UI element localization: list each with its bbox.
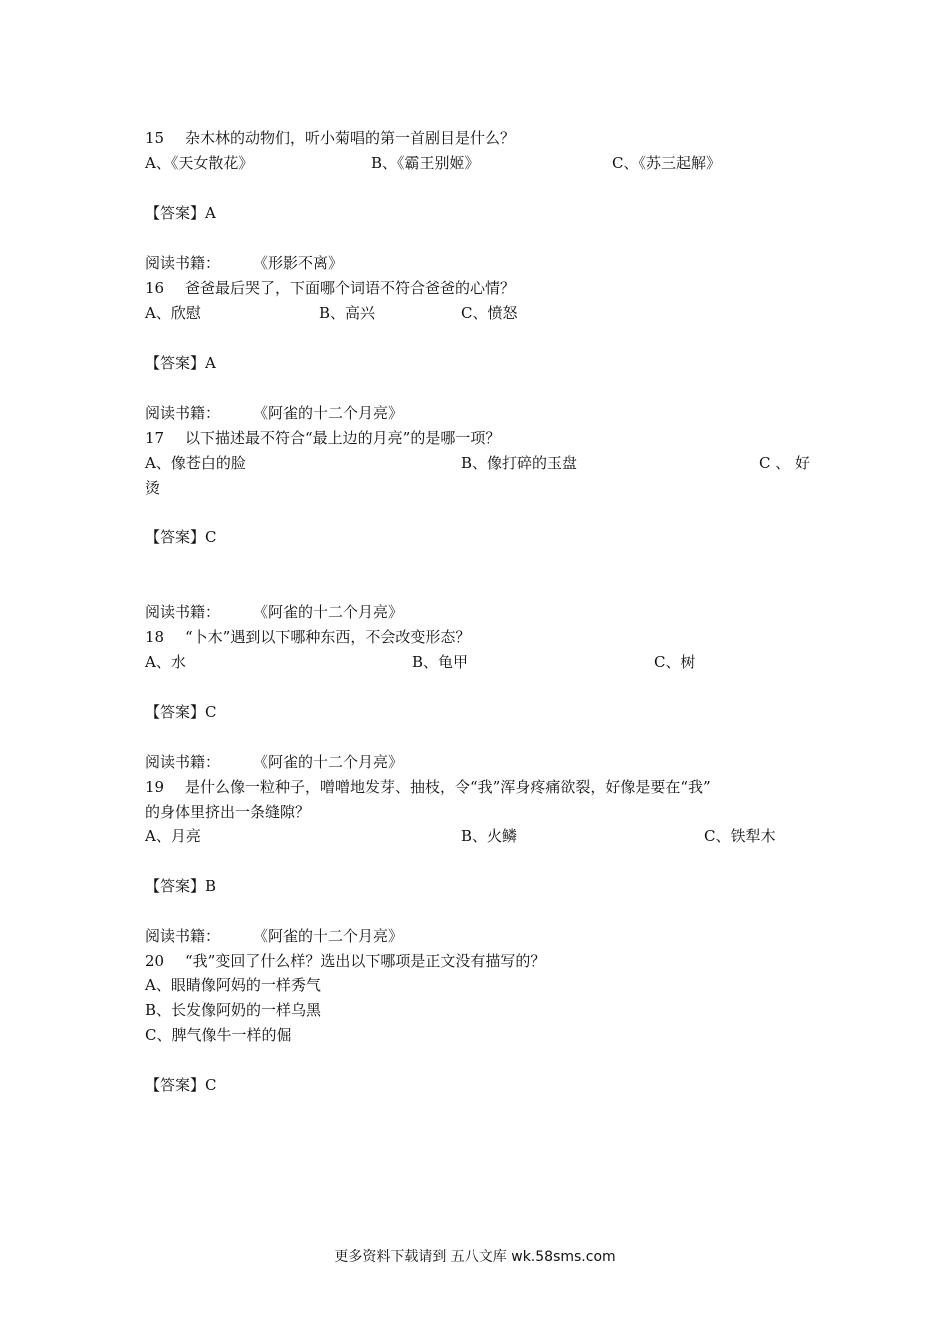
option-c: C、《苏三起解》 <box>612 154 721 172</box>
book-label: 阅读书籍： <box>145 404 221 422</box>
book-line <box>145 253 343 273</box>
option-c: C、铁犁木 <box>704 827 776 845</box>
question-number: 19 <box>145 778 165 796</box>
option-c: C、树 <box>654 653 696 671</box>
question-18 <box>145 627 470 647</box>
option-c: C、脾气像牛一样的倔 <box>145 1026 292 1044</box>
question-17 <box>145 428 500 448</box>
option-a: A、水 <box>145 653 186 671</box>
option-b: B、长发像阿奶的一样乌黑 <box>145 1001 322 1019</box>
option-b: B、火鳞 <box>461 827 518 845</box>
option-a: A、《天女散花》 <box>145 154 254 172</box>
book-line <box>145 403 403 423</box>
answer: 【答案】B <box>145 877 217 895</box>
answer: 【答案】C <box>145 528 217 546</box>
book-title: 《阿雀的十二个月亮》 <box>253 927 404 945</box>
question-15 <box>145 128 515 148</box>
question-text: “我”变回了什么样？选出以下哪项是正文没有描写的？ <box>185 952 546 970</box>
question-number: 15 <box>145 129 165 147</box>
book-label: 阅读书籍： <box>145 753 221 771</box>
book-title: 《阿雀的十二个月亮》 <box>253 404 404 422</box>
book-line <box>145 926 403 946</box>
option-b: B、高兴 <box>319 304 376 322</box>
book-title: 《阿雀的十二个月亮》 <box>253 603 404 621</box>
answer: 【答案】C <box>145 703 217 721</box>
question-text: 爸爸最后哭了，下面哪个词语不符合爸爸的心情？ <box>185 279 516 297</box>
question-number: 18 <box>145 628 165 646</box>
question-16 <box>145 278 515 298</box>
book-label: 阅读书籍： <box>145 927 221 945</box>
question-text-wrap: 的身体里挤出一条缝隙？ <box>145 803 311 821</box>
question-number: 20 <box>145 952 165 970</box>
book-label: 阅读书籍： <box>145 603 221 621</box>
book-title: 《阿雀的十二个月亮》 <box>253 753 404 771</box>
option-b: B、像打碎的玉盘 <box>461 454 578 472</box>
question-text: 是什么像一粒种子，噌噌地发芽、抽枝，令“我”浑身疼痛欲裂，好像是要在“我” <box>185 778 711 796</box>
option-a: A、月亮 <box>145 827 201 845</box>
footer-link-text: 更多资料下载请到 五八文库 wk.58sms.com <box>334 1249 616 1265</box>
question-number: 17 <box>145 429 165 447</box>
option-b: B、龟甲 <box>412 653 469 671</box>
book-line <box>145 602 403 622</box>
option-a: A、欣慰 <box>145 304 201 322</box>
book-line <box>145 752 403 772</box>
answer: 【答案】A <box>145 354 216 372</box>
question-19 <box>145 777 711 797</box>
book-label: 阅读书籍： <box>145 254 221 272</box>
book-title: 《形影不离》 <box>253 254 344 272</box>
option-a: A、像苍白的脸 <box>145 454 246 472</box>
option-c: C、愤怒 <box>461 304 518 322</box>
question-20 <box>145 951 545 971</box>
question-text: 杂木林的动物们，听小菊唱的第一首剧目是什么？ <box>185 129 516 147</box>
answer: 【答案】C <box>145 1076 217 1094</box>
option-a: A、眼睛像阿妈的一样秀气 <box>145 976 321 994</box>
option-c-wrap: 烫 <box>145 479 161 497</box>
option-c: C 、 好 <box>759 454 811 472</box>
option-b: B、《霸王别姬》 <box>371 154 480 172</box>
answer: 【答案】A <box>145 204 216 222</box>
question-text: “卜木”遇到以下哪种东西，不会改变形态？ <box>185 628 471 646</box>
question-text: 以下描述最不符合“最上边的月亮”的是哪一项？ <box>185 429 501 447</box>
question-number: 16 <box>145 279 165 297</box>
